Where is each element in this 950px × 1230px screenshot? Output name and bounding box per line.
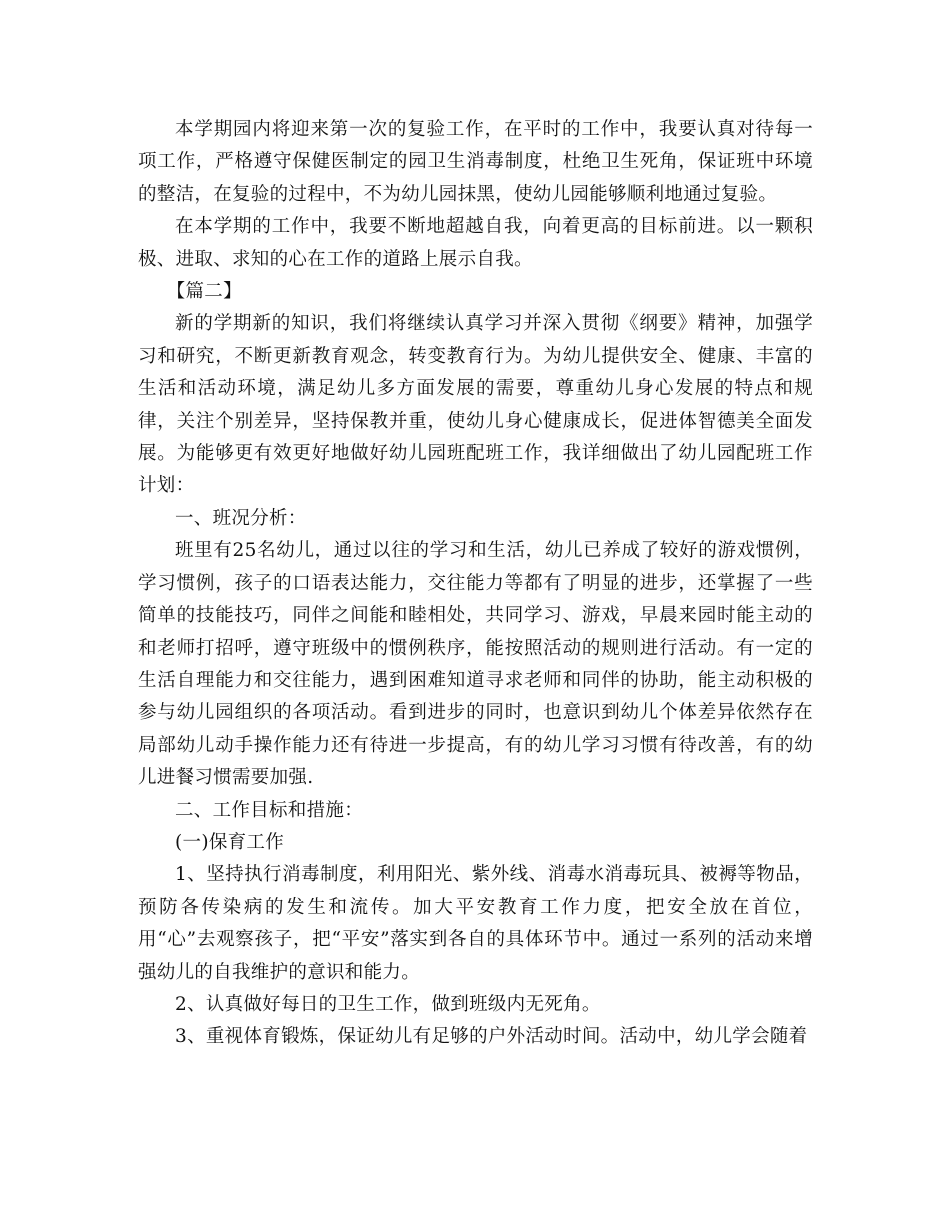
- heading-care-work: (一)保育工作: [175, 831, 285, 853]
- paragraph-self-improvement: 在本学期的工作中，我要不断地超越自我，向着更高的目标前进。以一颗积极、进取、求知的心在工作的道路上展示自我。: [138, 216, 813, 270]
- list-item-physical-exercise: 3、重视体育锻炼，保证幼儿有足够的户外活动时间。活动中，幼儿学会随着: [175, 1026, 808, 1048]
- paragraph-class-analysis: 班里有25名幼儿，通过以往的学习和生活，幼儿已养成了较好的游戏惯例，学习惯例，孩子的口语表达能力，交往能力等都有了明显的进步，还掌握了一些简单的技能技巧，同伴之间能和睦相处，共同学习、游戏，早晨来园时能主动的和老师打招呼，遵守班级中的惯例秩序，能按照活动的规则进行活动。有一定的生活自理能力和交往能力，遇到困难知道寻求老师和同伴的协助，能主动积极的参与幼儿园组织的各项活动。看到进步的同时，也意识到幼儿个体差异依然存在局部幼儿动手操作能力还有待进一步提高，有的幼儿学习习惯有待改善，有的幼儿进餐习惯需要加强.: [138, 540, 813, 789]
- paragraph-recheck-work: 本学期园内将迎来第一次的复验工作，在平时的工作中，我要认真对待每一项工作，严格遵守保健医制定的园卫生消毒制度，杜绝卫生死角，保证班中环境的整洁，在复验的过程中，不为幼儿园抹黑，使幼儿园能够顺利地通过复验。: [138, 119, 813, 205]
- paragraph-semester-plan: 新的学期新的知识，我们将继续认真学习并深入贯彻《纲要》精神，加强学习和研究，不断更新教育观念，转变教育行为。为幼儿提供安全、健康、丰富的生活和活动环境，满足幼儿多方面发展的需要，尊重幼儿身心发展的特点和规律，关注个别差异，坚持保教并重，使幼儿身心健康成长，促进体智德美全面发展。为能够更有效更好地做好幼儿园班配班工作，我详细做出了幼儿园配班工作计划：: [138, 313, 813, 497]
- document-body: [138, 114, 813, 1054]
- heading-class-analysis: 一、班况分析：: [175, 507, 307, 529]
- heading-goals-measures: 二、工作目标和措施：: [175, 799, 364, 821]
- section-heading-part-two: 【篇二】: [166, 281, 242, 303]
- list-item-disinfection: 1、坚持执行消毒制度，利用阳光、紫外线、消毒水消毒玩具、被褥等物品，预防各传染病的发生和流传。加大平安教育工作力度，把安全放在首位，用“心”去观察孩子，把“平安”落实到各自的具体环节中。通过一系列的活动来增强幼儿的自我维护的意识和能力。: [138, 864, 813, 983]
- list-item-daily-hygiene: 2、认真做好每日的卫生工作，做到班级内无死角。: [175, 993, 601, 1015]
